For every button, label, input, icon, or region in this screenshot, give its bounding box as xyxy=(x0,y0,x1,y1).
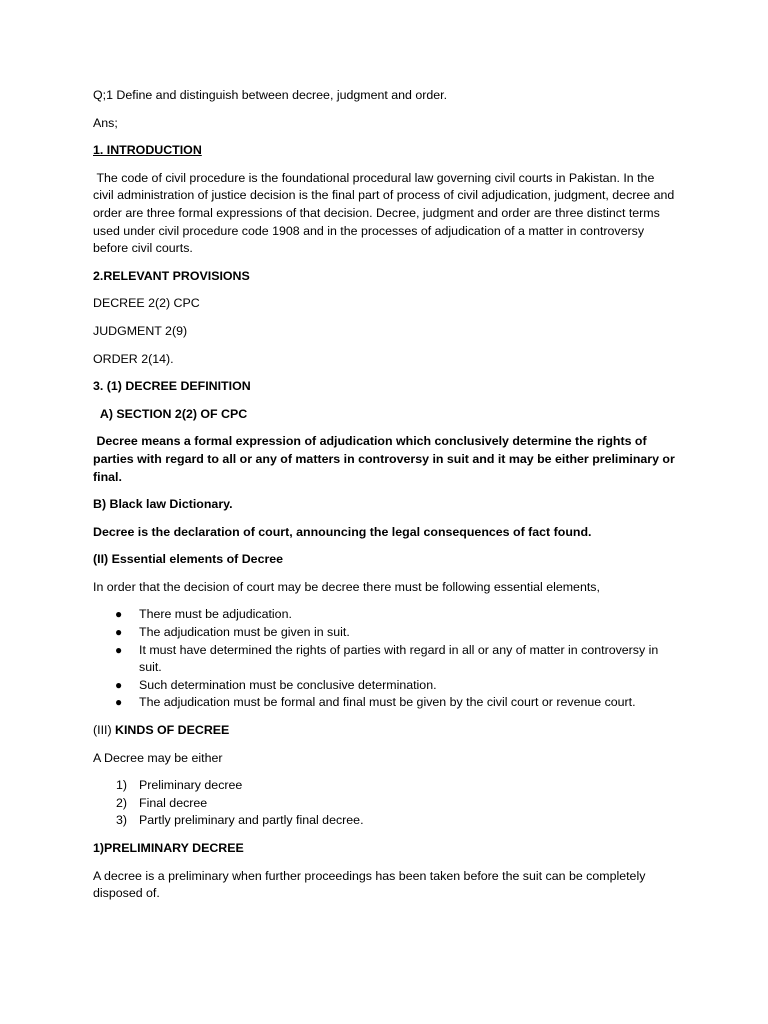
introduction-heading: 1. INTRODUCTION xyxy=(93,143,202,158)
black-law-definition: Decree is the declaration of court, announcing the legal consequences of fact found. xyxy=(93,524,592,539)
list-item xyxy=(93,624,677,642)
bullet-dot-icon: ● xyxy=(115,677,123,692)
provision-decree: DECREE 2(2) CPC xyxy=(93,296,200,311)
bullet-dot-icon: ● xyxy=(115,642,123,657)
bullet-dot-icon: ● xyxy=(115,695,123,710)
list-item-text: The adjudication must be given in suit. xyxy=(139,625,350,640)
kinds-intro: A Decree may be either xyxy=(93,750,223,765)
introduction-paragraph: The code of civil procedure is the foundational procedural law governing civil courts in Pakistan. In the civil administration of justice decision is the final part of process of civil adjudication, judgment, decree and order are three formal expressions of that decision. Decree, judgment and order are three distinct terms used under civil procedure code 1908 and in the processes of adjudication of a matter in controversy before civil courts. xyxy=(93,170,678,256)
list-item-text: Partly preliminary and partly final decree. xyxy=(139,813,364,828)
kinds-prefix: (III) xyxy=(93,723,116,738)
section-2-2-heading: A) SECTION 2(2) OF CPC xyxy=(93,406,248,421)
list-item-text: Final decree xyxy=(139,795,208,810)
list-item xyxy=(93,677,677,695)
relevant-provisions-heading: 2.RELEVANT PROVISIONS xyxy=(93,268,250,283)
provision-order: ORDER 2(14). xyxy=(93,351,174,366)
essential-elements-heading: (II) Essential elements of Decree xyxy=(93,552,284,567)
decree-definition-heading: 3. (1) DECREE DEFINITION xyxy=(93,379,251,394)
essential-elements-list xyxy=(93,606,677,712)
list-number: 3) xyxy=(116,813,128,828)
list-item xyxy=(93,694,677,712)
list-item xyxy=(93,795,677,813)
kinds-of-decree-list xyxy=(93,777,677,830)
list-item-text: The adjudication must be formal and final must be given by the civil court or revenue court. xyxy=(139,695,636,710)
answer-label: Ans; xyxy=(93,115,118,130)
document-body xyxy=(93,87,677,913)
list-item-text: Such determination must be conclusive determination. xyxy=(139,677,437,692)
list-item-text: Preliminary decree xyxy=(139,778,243,793)
preliminary-decree-heading: 1)PRELIMINARY DECREE xyxy=(93,841,244,855)
list-item xyxy=(93,642,677,677)
bullet-dot-icon: ● xyxy=(115,607,123,622)
list-number: 1) xyxy=(116,778,128,793)
essential-elements-intro: In order that the decision of court may be decree there must be following essential elements, xyxy=(93,579,600,594)
list-number: 2) xyxy=(116,795,128,810)
black-law-heading: B) Black law Dictionary. xyxy=(93,497,233,512)
list-item xyxy=(93,606,677,624)
list-item-text: There must be adjudication. xyxy=(139,607,292,622)
bullet-dot-icon: ● xyxy=(115,625,123,640)
question-text: Q;1 Define and distinguish between decree, judgment and order. xyxy=(93,88,448,102)
provision-judgment: JUDGMENT 2(9) xyxy=(93,323,188,338)
kinds-heading-text: KINDS OF DECREE xyxy=(115,723,230,738)
list-item xyxy=(93,812,677,830)
preliminary-decree-paragraph: A decree is a preliminary when further proceedings has been taken before the suit can be completely disposed of. xyxy=(93,868,646,901)
kinds-of-decree-heading xyxy=(93,722,677,740)
list-item-text: It must have determined the rights of parties with regard in all or any of matter in controversy in suit. xyxy=(139,642,659,675)
section-2-2-definition: Decree means a formal expression of adjudication which conclusively determine the rights of parties with regard to all or any of matters in controversy in suit and it may be either preliminary or final. xyxy=(93,434,679,484)
list-item xyxy=(93,777,677,795)
